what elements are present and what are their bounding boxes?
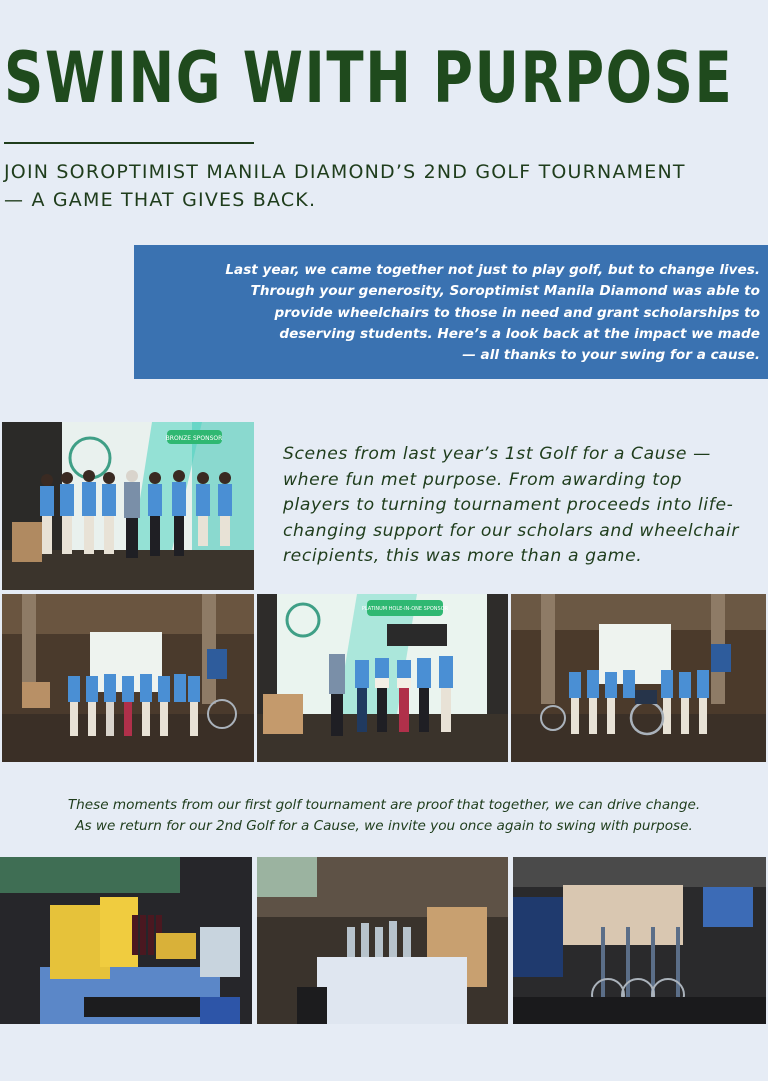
intro-line-3: provide wheelchairs to those in need and grant scholarships to	[274, 304, 760, 321]
title-divider	[4, 142, 254, 144]
closing-line-2: As we return for our 2nd Golf for a Cause, we invite you once again to swing with purpose.	[75, 818, 693, 834]
intro-line-2: Through your generosity, Soroptimist Manila Diamond was able to	[250, 283, 760, 300]
photo-wheelchairs-donation	[513, 857, 766, 1024]
photo-wheelchair-recipients	[511, 594, 766, 762]
closing-paragraph	[0, 795, 768, 837]
intro-box	[134, 245, 768, 379]
scenes-paragraph	[283, 442, 763, 570]
platinum-banner-text: PLATINUM HOLE-IN-ONE SPONSOR	[361, 606, 449, 612]
photo-prize-table	[0, 857, 252, 1024]
intro-line-4: deserving students. Here’s a look back at the impact we made	[279, 325, 760, 342]
closing-line-1: These moments from our first golf tournament are proof that together, we can drive change.	[67, 797, 701, 813]
scenes-line-5: recipients, this was more than a game.	[283, 546, 643, 566]
scenes-line-1: Scenes from last year’s 1st Golf for a Cause —	[283, 444, 711, 464]
scenes-line-2: where fun met purpose. From awarding top	[283, 469, 683, 490]
intro-line-1: Last year, we came together not just to play golf, but to change lives.	[225, 262, 760, 278]
photo-bronze-sponsor-group	[2, 422, 254, 590]
intro-line-5: — all thanks to your swing for a cause.	[462, 347, 760, 364]
subtitle-line-1: JOIN SOROPTIMIST MANILA DIAMOND’S 2ND GOLF TOURNAMENT	[4, 161, 686, 183]
scenes-line-3: players to turning tournament proceeds into life-	[283, 495, 734, 515]
scenes-line-4: changing support for our scholars and wheelchair	[283, 520, 740, 541]
page-title: SWING WITH PURPOSE	[4, 37, 734, 119]
photo-platinum-sponsor-awards	[257, 594, 508, 762]
page-subtitle	[4, 158, 744, 214]
bronze-banner-text: BRONZE SPONSOR	[165, 435, 223, 442]
photo-group-with-wheelchairs	[2, 594, 254, 762]
photo-trophy-table	[257, 857, 508, 1024]
subtitle-line-2: — A GAME THAT GIVES BACK.	[4, 189, 317, 211]
